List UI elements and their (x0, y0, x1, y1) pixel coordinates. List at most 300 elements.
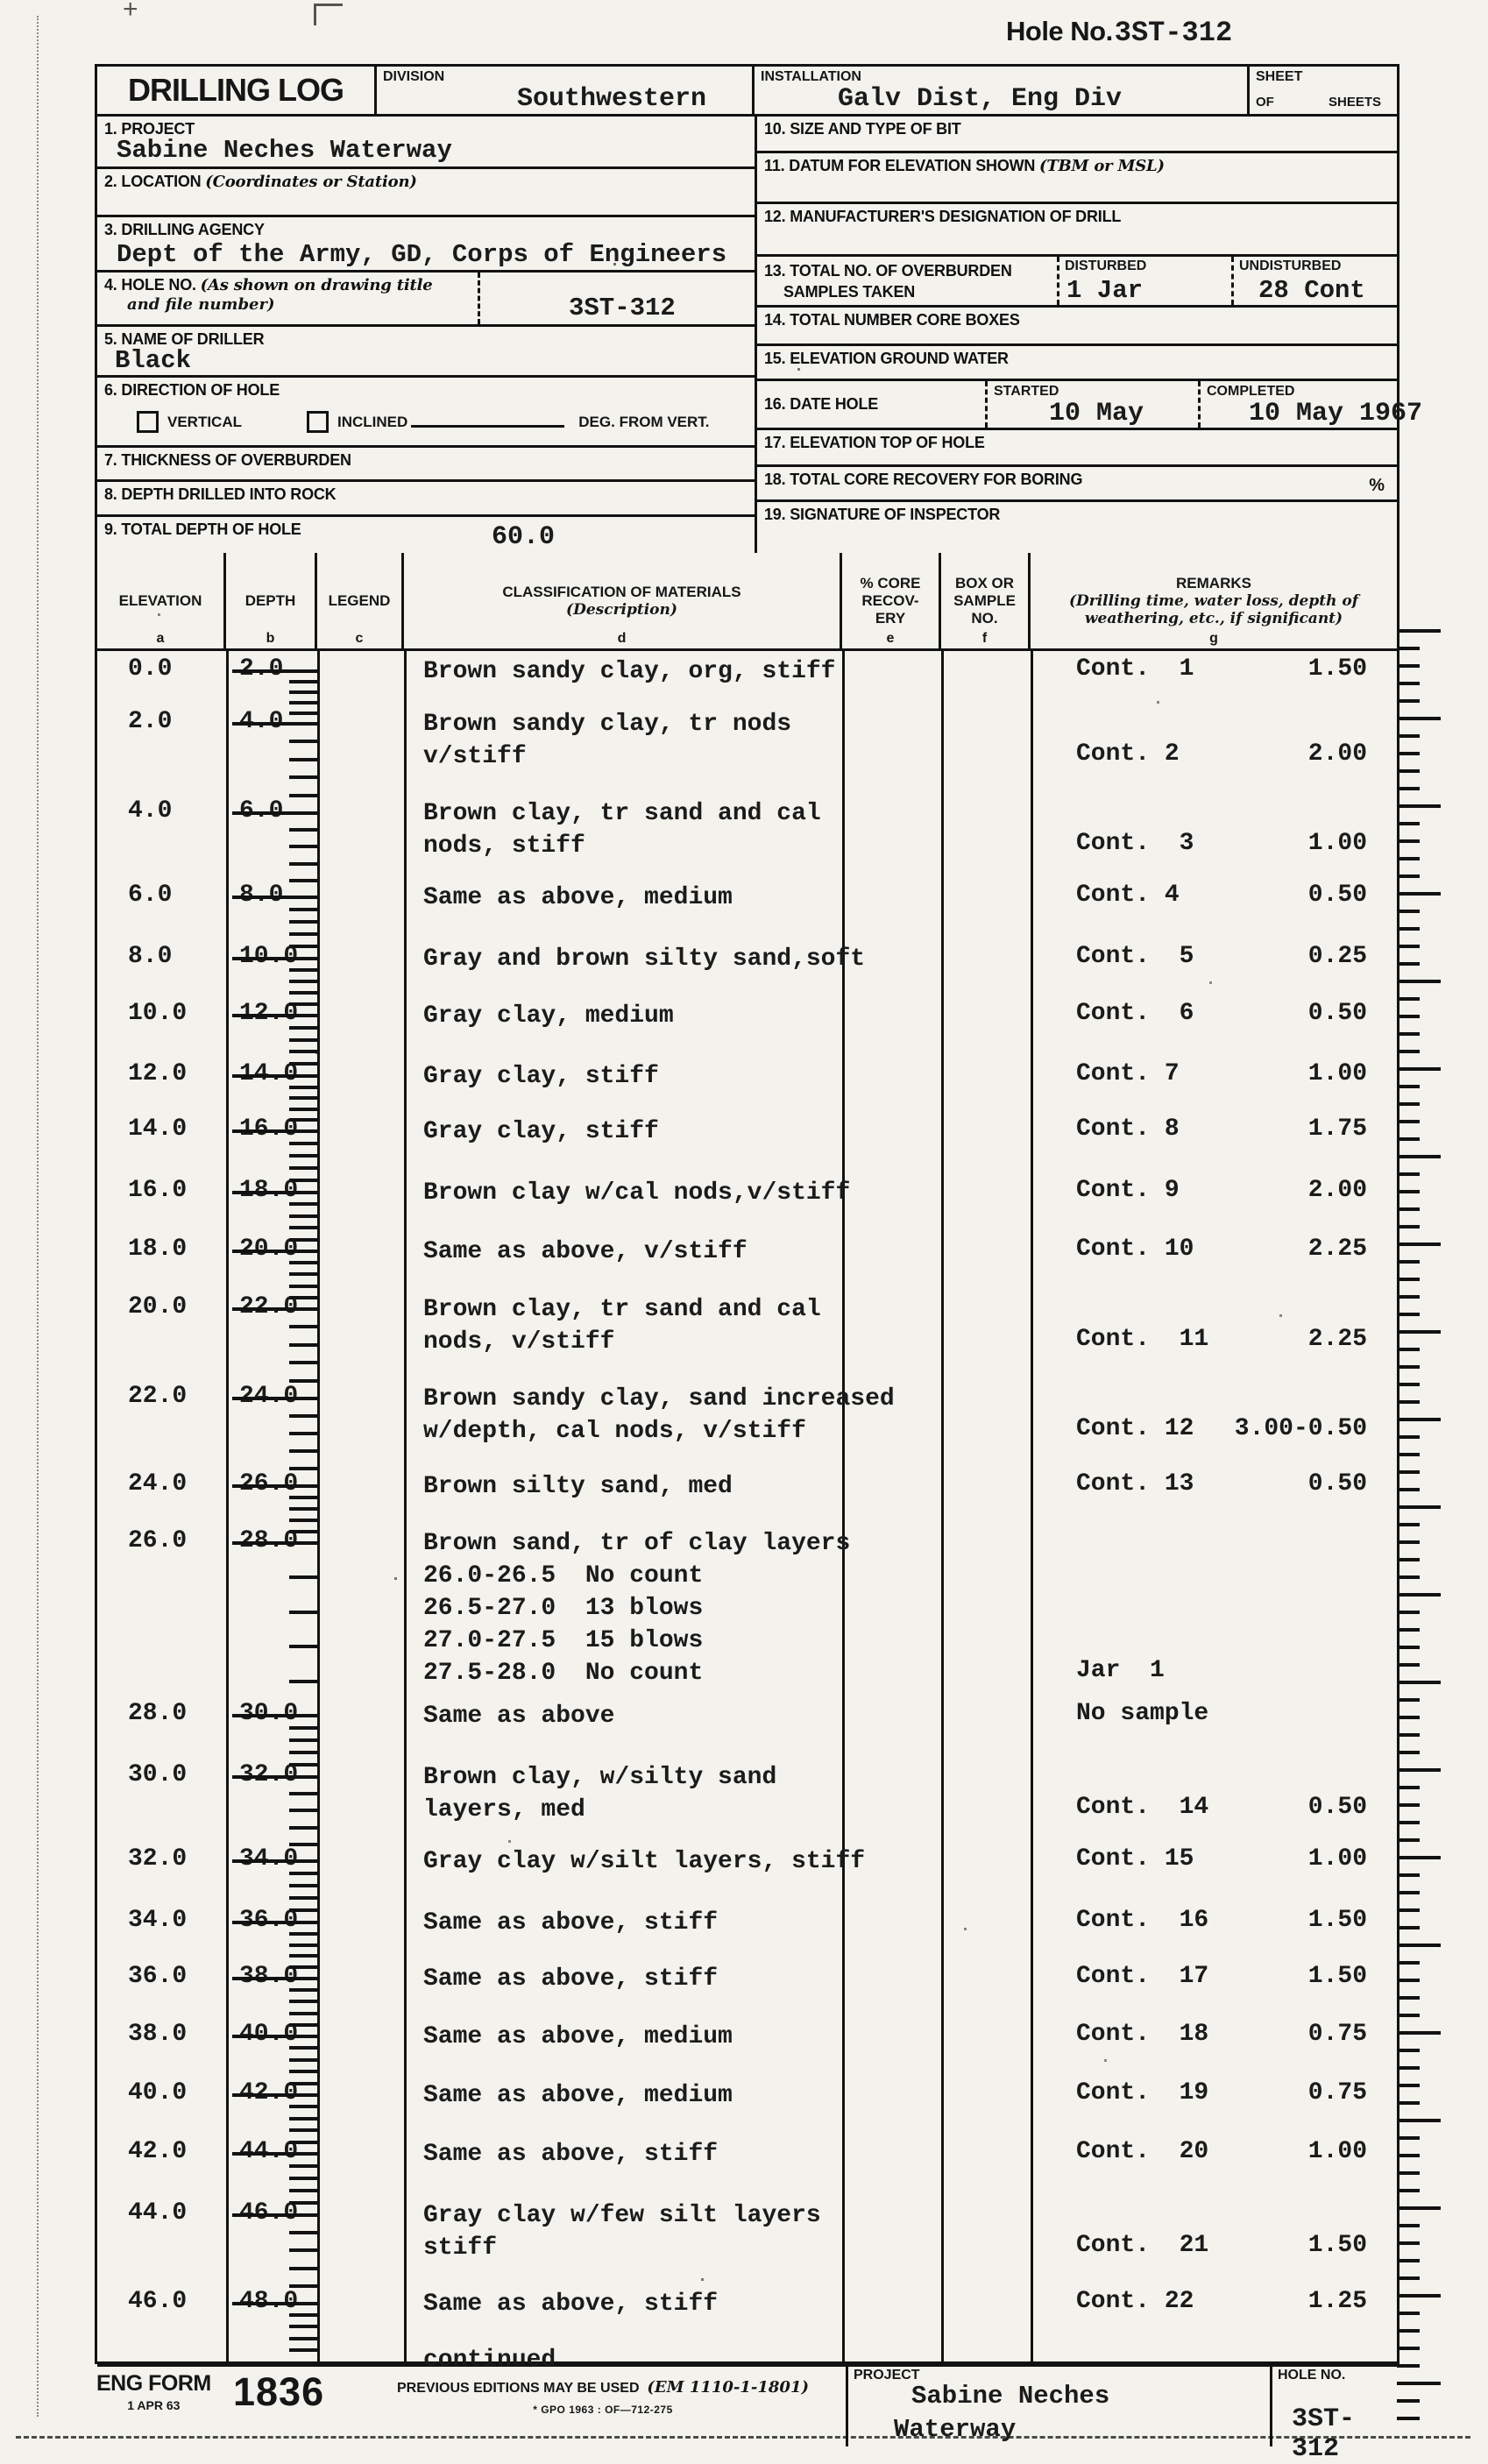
remark-label: Cont. 16 (1076, 1907, 1209, 1934)
depth-into-rock-field (97, 482, 755, 517)
margin-ruler-minor-tick (1397, 1137, 1420, 1141)
margin-ruler-minor-tick (1397, 2329, 1420, 2333)
remarks-cell (1076, 1000, 1372, 1027)
margin-ruler-minor-tick (1397, 1015, 1420, 1018)
elevation-cell: 20.0 (128, 1293, 188, 1321)
remark-value: 0.50 (1307, 1794, 1367, 1821)
margin-ruler-major-tick (1397, 1243, 1441, 1246)
legend-header (317, 553, 404, 648)
margin-ruler-minor-tick (1397, 752, 1420, 755)
remarks-cell (1076, 2079, 1372, 2106)
remark-value: 0.50 (1307, 1000, 1367, 1027)
depth-ruler-minor-tick (289, 1751, 317, 1754)
description-line: Brown sandy clay, tr nods (423, 711, 792, 738)
depth-into-rock-label: 8. DEPTH DRILLED INTO ROCK (104, 485, 337, 503)
description-cell (423, 2138, 866, 2170)
margin-ruler-minor-tick (1397, 1120, 1420, 1123)
vertical-checkbox[interactable] (137, 411, 159, 433)
remark-label: Cont. 4 (1076, 882, 1180, 909)
elevation-cell: 26.0 (128, 1527, 188, 1554)
remark-value: 1.50 (1307, 1907, 1367, 1934)
margin-ruler-minor-tick (1397, 822, 1420, 825)
sheet-field (1250, 67, 1397, 114)
remark-label: Jar 1 (1076, 1657, 1165, 1684)
direction-options (137, 411, 710, 433)
description-line: Gray clay w/silt layers, stiff (423, 1848, 866, 1875)
description-cell (423, 882, 866, 914)
remark-value: 0.50 (1307, 882, 1367, 909)
depth-ruler-minor-tick (289, 908, 317, 911)
margin-ruler-major-tick (1397, 2206, 1441, 2210)
box-sample-header-line2: SAMPLE (953, 591, 1016, 609)
margin-ruler-minor-tick (1397, 1383, 1420, 1386)
description-line: Same as above, stiff (423, 2291, 719, 2318)
description-cell (423, 1907, 866, 1939)
depth-ruler-minor-tick (289, 1026, 317, 1030)
depth-ruler-major-tick (232, 1014, 317, 1017)
elevation-cell: 6.0 (128, 882, 173, 909)
margin-ruler-minor-tick (1397, 1716, 1420, 1719)
depth-ruler-minor-tick (289, 1142, 317, 1145)
overburden-samples-label-line2: SAMPLES TAKEN (783, 283, 916, 301)
description-line: 27.0-27.5 15 blows (423, 1627, 704, 1654)
form-number: 1836 (233, 2369, 325, 2414)
column-letter-g: g (1209, 631, 1218, 646)
margin-ruler-minor-tick (1397, 927, 1420, 931)
deg-from-vert-label: DEG. FROM VERT. (578, 413, 710, 430)
description-line: Gray clay, medium (423, 1002, 674, 1030)
margin-ruler-minor-tick (1397, 1908, 1420, 1912)
remark-value: 1.00 (1307, 830, 1367, 857)
margin-ruler-minor-tick (1397, 839, 1420, 843)
manufacturer-field (757, 204, 1397, 257)
classification-header-hint: (Description) (566, 600, 677, 619)
remarks-header-hint2: weathering, etc., if significant) (1084, 609, 1343, 627)
description-line: 26.5-27.0 13 blows (423, 1595, 704, 1622)
margin-ruler-minor-tick (1397, 1575, 1420, 1579)
margin-ruler-minor-tick (1397, 2241, 1420, 2245)
margin-ruler-minor-tick (1397, 1558, 1420, 1561)
column-line-box-remarks (1031, 651, 1033, 2362)
description-cell (423, 1845, 866, 1878)
project-value: Sabine Neches Waterway (117, 136, 452, 165)
direction-label: 6. DIRECTION OF HOLE (104, 381, 280, 399)
gpo-note: * GPO 1963 : OF—712-275 (533, 2404, 673, 2416)
bit-label: 10. SIZE AND TYPE OF BIT (764, 120, 961, 138)
division-field (377, 67, 755, 114)
vertical-label: VERTICAL (167, 413, 242, 430)
remark-value: 1.00 (1307, 1845, 1367, 1873)
elevation-cell: 22.0 (128, 1383, 188, 1410)
description-line: Same as above, medium (423, 2023, 733, 2050)
margin-ruler-major-tick (1397, 629, 1441, 633)
description-cell (423, 797, 866, 862)
margin-ruler-minor-tick (1397, 910, 1420, 913)
depth-ruler-minor-tick (289, 1519, 317, 1522)
elevation-header-text: ELEVATION (118, 591, 202, 609)
margin-ruler-minor-tick (1397, 1628, 1420, 1632)
remark-label: Cont. 5 (1076, 943, 1194, 970)
elevation-cell: 18.0 (128, 1236, 188, 1263)
depth-ruler-major-tick (232, 1397, 317, 1400)
depth-ruler-minor-tick (289, 991, 317, 995)
margin-ruler-minor-tick (1397, 1803, 1420, 1807)
depth-ruler-minor-tick (289, 680, 317, 683)
description-cell (423, 708, 866, 773)
overburden-thickness-field (97, 448, 755, 482)
form-fields (97, 117, 1423, 553)
margin-ruler-major-tick (1397, 1067, 1441, 1071)
hole-no-heading-value: 3ST-312 (1114, 17, 1233, 49)
disturbed-value: 1 Jar (1066, 276, 1144, 305)
column-line-elevation-depth (226, 651, 229, 2362)
remark-label: Cont. 17 (1076, 1963, 1209, 1990)
remark-label: Cont. 14 (1076, 1794, 1209, 1821)
depth-ruler-minor-tick (289, 1238, 317, 1242)
drilling-agency-field (97, 217, 755, 273)
driller-value: Black (115, 346, 192, 375)
date-started-label: STARTED (994, 384, 1059, 399)
bit-field (757, 117, 1397, 153)
description-cell (423, 1963, 866, 1995)
eng-form-block (96, 2371, 211, 2412)
remark-label: Cont. 1 (1076, 655, 1194, 683)
depth-ruler-minor-tick (289, 1467, 317, 1470)
right-field-column (755, 117, 1423, 553)
direction-field (97, 378, 755, 448)
inclined-checkbox[interactable] (307, 411, 329, 433)
remarks-header (1031, 553, 1397, 648)
depth-ruler-minor-tick (289, 1884, 317, 1887)
margin-ruler-minor-tick (1397, 1225, 1420, 1228)
remark-label: Cont. 9 (1076, 1177, 1180, 1204)
overburden-samples-label (757, 257, 1057, 305)
depth-ruler-minor-tick (289, 794, 317, 797)
column-letter-a: a (156, 631, 165, 646)
margin-ruler-minor-tick (1397, 699, 1420, 703)
remark-value: 0.75 (1307, 2021, 1367, 2048)
depth-ruler-minor-tick (289, 1496, 317, 1499)
margin-ruler-minor-tick (1397, 1663, 1420, 1667)
margin-ruler-minor-tick (1397, 1786, 1420, 1789)
inspector-label: 19. SIGNATURE OF INSPECTOR (764, 506, 1001, 523)
installation-label: INSTALLATION (761, 69, 861, 84)
depth-ruler-minor-tick (289, 1261, 317, 1264)
remark-label: Cont. 12 (1076, 1415, 1194, 1442)
description-cell (423, 1527, 866, 1689)
depth-ruler-minor-tick (289, 1002, 317, 1006)
depth-ruler-minor-tick (289, 1826, 317, 1830)
margin-ruler-minor-tick (1397, 1470, 1420, 1474)
groundwater-field (757, 346, 1397, 381)
depth-ruler-minor-tick (289, 690, 317, 694)
remarks-cell (1076, 882, 1372, 909)
hole-no-field (97, 273, 755, 327)
undisturbed-value: 28 Cont (1258, 276, 1365, 305)
description-line: w/depth, cal nods, v/stiff (423, 1418, 806, 1445)
margin-ruler-minor-tick (1397, 1926, 1420, 1929)
elevation-cell: 44.0 (128, 2199, 188, 2227)
column-letter-b: b (266, 631, 275, 646)
driller-label: 5. NAME OF DRILLER (104, 330, 265, 348)
description-cell (423, 1761, 866, 1826)
depth-ruler-minor-tick (289, 845, 317, 848)
margin-ruler-minor-tick (1397, 997, 1420, 1001)
remark-value: 1.75 (1307, 1115, 1367, 1143)
description-line: Gray clay w/few silt layers (423, 2202, 821, 2229)
depth-ruler-minor-tick (289, 2248, 317, 2252)
elevation-cell: 8.0 (128, 943, 173, 970)
depth-ruler-major-tick (232, 1977, 317, 1980)
drilling-agency-label: 3. DRILLING AGENCY (104, 221, 265, 238)
margin-ruler-minor-tick (1397, 857, 1420, 860)
depth-ruler-minor-tick (289, 1944, 317, 1947)
depth-ruler-major-tick (232, 1484, 317, 1488)
margin-ruler-minor-tick (1397, 1190, 1420, 1193)
margin-ruler-minor-tick (1397, 2066, 1420, 2070)
depth-ruler-minor-tick (289, 2046, 317, 2050)
description-line: Brown clay, tr sand and cal (423, 800, 821, 827)
inclined-degrees-line (411, 425, 564, 428)
column-line-core-box (941, 651, 944, 2362)
description-line: 26.0-26.5 No count (423, 1562, 704, 1590)
description-cell (423, 1700, 866, 1732)
depth-ruler-major-tick (232, 2093, 317, 2097)
margin-ruler-major-tick (1397, 1505, 1441, 1509)
elevation-cell: 46.0 (128, 2288, 188, 2315)
depth-ruler-minor-tick (289, 2000, 317, 2003)
depth-ruler-minor-tick (289, 1285, 317, 1288)
description-cell (423, 1470, 866, 1503)
log-table-body (97, 651, 1397, 2374)
footer-hole-no-field (1270, 2366, 1399, 2464)
remarks-cell (1076, 1326, 1372, 1353)
margin-ruler-minor-tick (1397, 647, 1420, 650)
depth-ruler-minor-tick (289, 1296, 317, 1299)
elevation-cell: 0.0 (128, 655, 173, 683)
remarks-cell (1076, 1907, 1372, 1934)
description-line: Brown sand, tr of clay layers (423, 1530, 851, 1557)
description-cell (423, 2079, 866, 2112)
datum-label (764, 157, 1165, 175)
margin-ruler-minor-tick (1397, 1821, 1420, 1824)
margin-ruler-minor-tick (1397, 1453, 1420, 1456)
remarks-header-hint1: (Drilling time, water loss, depth of (1068, 591, 1359, 610)
column-letter-e: e (886, 631, 895, 646)
core-recovery-field (757, 467, 1397, 502)
elevation-cell: 24.0 (128, 1470, 188, 1498)
margin-ruler-minor-tick (1397, 664, 1420, 668)
remarks-cell (1076, 1060, 1372, 1087)
depth-ruler-minor-tick (289, 2325, 317, 2328)
description-line: Gray clay, stiff (423, 1063, 659, 1090)
remark-label: Cont. 10 (1076, 1236, 1194, 1263)
depth-ruler-minor-tick (289, 1379, 317, 1383)
margin-ruler-minor-tick (1397, 2084, 1420, 2087)
depth-ruler-minor-tick (289, 945, 317, 948)
margin-ruler-major-tick (1397, 1768, 1441, 1772)
depth-ruler-major-tick (232, 669, 317, 673)
remark-value: 1.50 (1307, 2232, 1367, 2259)
date-started-value: 10 May (1049, 399, 1144, 428)
depth-ruler-minor-tick (289, 740, 317, 743)
depth-ruler-minor-tick (289, 1843, 317, 1846)
margin-ruler-major-tick (1397, 804, 1441, 808)
box-sample-header-line3: NO. (971, 609, 998, 627)
elevation-cell: 40.0 (128, 2079, 188, 2106)
margin-ruler-minor-tick (1397, 2101, 1420, 2105)
depth-ruler-minor-tick (289, 2070, 317, 2073)
description-line: Same as above, stiff (423, 1909, 719, 1937)
elevation-cell: 42.0 (128, 2138, 188, 2165)
description-line: Same as above, stiff (423, 2141, 719, 2168)
left-field-column (97, 117, 755, 553)
sheet-label: SHEET (1256, 69, 1303, 84)
margin-ruler-minor-tick (1397, 2312, 1420, 2315)
page-edge-line (37, 16, 39, 2417)
elevation-cell: 28.0 (128, 1700, 188, 1727)
core-recovery-header (842, 553, 941, 648)
margin-ruler-minor-tick (1397, 1540, 1420, 1544)
elevation-header (97, 553, 226, 648)
depth-ruler-minor-tick (289, 1896, 317, 1900)
disturbed-label: DISTURBED (1065, 258, 1147, 273)
depth-ruler-minor-tick (289, 2284, 317, 2288)
depth-ruler-minor-tick (289, 1108, 317, 1111)
depth-ruler-major-tick (232, 1191, 317, 1194)
elevation-top-field (757, 430, 1397, 467)
depth-ruler-major-tick (232, 2213, 317, 2217)
description-line: Brown clay w/cal nods,v/stiff (423, 1179, 851, 1207)
margin-ruler-major-tick (1397, 717, 1441, 720)
column-line-depth-legend (317, 651, 320, 2362)
description-line: Brown clay, tr sand and cal (423, 1296, 821, 1323)
form-title-row (97, 67, 1397, 117)
groundwater-label: 15. ELEVATION GROUND WATER (764, 350, 1009, 367)
margin-ruler-minor-tick (1397, 2399, 1420, 2403)
description-cell (423, 1115, 866, 1148)
depth-ruler-minor-tick (289, 2189, 317, 2192)
disturbed-cell (1057, 257, 1231, 305)
margin-ruler-major-tick (1397, 2031, 1441, 2035)
depth-ruler-minor-tick (289, 1988, 317, 1992)
margin-ruler-minor-tick (1397, 734, 1420, 738)
log-table-header (97, 553, 1397, 651)
remarks-cell (1076, 655, 1372, 683)
depth-ruler-minor-tick (289, 1214, 317, 1218)
description-line: layers, med (423, 1796, 585, 1823)
margin-ruler-minor-tick (1397, 1260, 1420, 1264)
remarks-cell (1076, 2232, 1372, 2259)
depth-ruler-major-tick (232, 811, 317, 815)
depth-ruler-minor-tick (289, 879, 317, 882)
remarks-cell (1076, 740, 1372, 768)
margin-ruler-minor-tick (1397, 682, 1420, 685)
remarks-cell (1076, 2138, 1372, 2165)
depth-ruler-minor-tick (289, 1507, 317, 1511)
margin-ruler-minor-tick (1397, 2347, 1420, 2350)
remark-value: 1.25 (1307, 2288, 1367, 2315)
depth-ruler-major-tick (232, 1775, 317, 1779)
datum-field (757, 153, 1397, 204)
margin-ruler-major-tick (1397, 1681, 1441, 1684)
remark-label: Cont. 3 (1076, 830, 1194, 857)
elevation-cell: 4.0 (128, 797, 173, 825)
core-recovery-header-line2: RECOV- (861, 591, 919, 609)
depth-ruler-minor-tick (289, 980, 317, 983)
footer-hole-no-label: HOLE NO. (1278, 2368, 1346, 2383)
margin-ruler-minor-tick (1397, 2364, 1420, 2368)
remarks-header-text: REMARKS (1176, 574, 1251, 591)
remarks-cell (1076, 943, 1372, 970)
description-line: Brown clay, w/silty sand (423, 1764, 777, 1791)
right-margin-ruler (1397, 629, 1449, 2434)
depth-ruler-minor-tick (289, 2082, 317, 2085)
margin-ruler-minor-tick (1397, 1733, 1420, 1737)
margin-ruler-minor-tick (1397, 1488, 1420, 1491)
depth-ruler-major-tick (232, 957, 317, 960)
depth-ruler-minor-tick (289, 1202, 317, 1206)
margin-ruler-major-tick (1397, 1593, 1441, 1597)
depth-ruler-minor-tick (289, 712, 317, 715)
margin-ruler-minor-tick (1397, 1996, 1420, 2000)
remark-label: Cont. 15 (1076, 1845, 1194, 1873)
remark-label: No sample (1076, 1700, 1209, 1727)
elevation-cell: 16.0 (128, 1177, 188, 1204)
location-field (97, 169, 755, 217)
date-started-cell (985, 381, 1198, 428)
remark-value: 1.00 (1307, 1060, 1367, 1087)
depth-ruler-minor-tick (289, 1809, 317, 1812)
margin-ruler-minor-tick (1397, 1313, 1420, 1316)
manufacturer-label: 12. MANUFACTURER'S DESIGNATION OF DRILL (764, 208, 1122, 225)
depth-ruler-minor-tick (289, 2117, 317, 2121)
total-depth-value: 60.0 (492, 522, 556, 552)
footer-project-line2: Waterway (894, 2415, 1017, 2444)
depth-ruler-minor-tick (289, 1965, 317, 1969)
depth-ruler-minor-tick (289, 1872, 317, 1875)
location-hint: (Coordinates or Station) (205, 173, 417, 191)
margin-ruler-minor-tick (1397, 1751, 1420, 1754)
depth-ruler-minor-tick (289, 775, 317, 779)
remarks-cell (1076, 2021, 1372, 2048)
project-label: 1. PROJECT (104, 120, 195, 138)
overburden-thickness-label: 7. THICKNESS OF OVERBURDEN (104, 451, 351, 469)
description-line: Brown silty sand, med (423, 1473, 733, 1500)
remarks-cell (1076, 1657, 1372, 1684)
description-line: Same as above, medium (423, 884, 733, 911)
depth-ruler-minor-tick (289, 862, 317, 866)
margin-ruler-minor-tick (1397, 2171, 1420, 2175)
eng-form-label: ENG FORM (96, 2371, 211, 2396)
core-boxes-label: 14. TOTAL NUMBER CORE BOXES (764, 311, 1020, 329)
depth-ruler-minor-tick (289, 701, 317, 705)
depth-ruler-major-tick (232, 2302, 317, 2305)
margin-ruler-minor-tick (1397, 1102, 1420, 1106)
margin-ruler-minor-tick (1397, 2224, 1420, 2227)
description-line: v/stiff (423, 743, 527, 770)
description-cell (423, 943, 866, 975)
elevation-cell: 14.0 (128, 1115, 188, 1143)
overburden-samples-label-line1: 13. TOTAL NO. OF OVERBURDEN (764, 262, 1012, 280)
eng-form-date: 1 APR 63 (127, 2398, 181, 2412)
depth-ruler-minor-tick (289, 2128, 317, 2132)
previous-editions-note (366, 2378, 840, 2416)
description-cell (423, 2199, 866, 2264)
hole-no-hint1: (As shown on drawing title (200, 276, 433, 294)
depth-ruler-major-tick (232, 722, 317, 726)
drilling-agency-value: Dept of the Army, GD, Corps of Engineers (117, 240, 727, 269)
